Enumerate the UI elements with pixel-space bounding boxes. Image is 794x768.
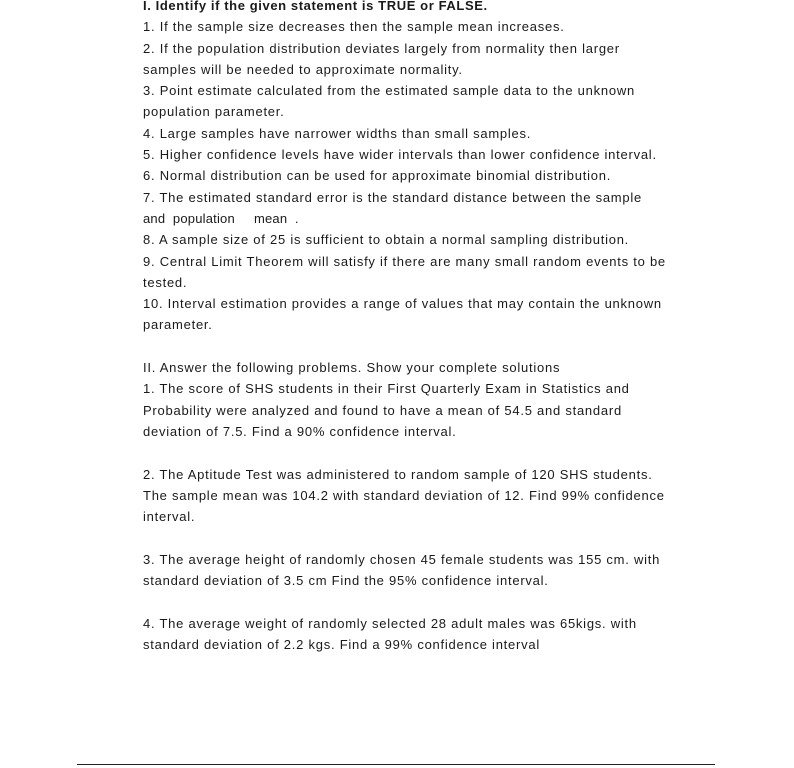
statement-8: 8. A sample size of 25 is sufficient to obtain a normal sampling distribution. [143, 232, 630, 248]
problem-1-line-2: Probability were analyzed and found to have a mean of 54.5 and standard [143, 402, 622, 418]
problem-2-line-1: 2. The Aptitude Test was administered to random sample of 120 SHS students. [143, 466, 653, 482]
problem-3-line-2: standard deviation of 3.5 cm Find the 95% confidence interval. [143, 573, 549, 589]
section-gap [143, 336, 723, 357]
statement-7-line-2: and population mean . [143, 210, 299, 226]
section-1-heading: I. Identify if the given statement is TRUE or FALSE. [143, 0, 488, 13]
statement-10-line-2: parameter. [143, 317, 213, 333]
statement-3-line-1: 3. Point estimate calculated from the estimated sample data to the unknown [143, 83, 635, 99]
problem-3-line-1: 3. The average height of randomly chosen 45 female students was 155 cm. with [143, 551, 661, 567]
footer-divider [77, 764, 715, 765]
statement-2-line-2: samples will be needed to approximate normality. [143, 61, 463, 77]
problem-1-line-1: 1. The score of SHS students in their First Quarterly Exam in Statistics and [143, 381, 630, 397]
statement-1: 1. If the sample size decreases then the sample mean increases. [143, 19, 565, 35]
problem-2-line-2: The sample mean was 104.2 with standard deviation of 12. Find 99% confidence [143, 487, 665, 503]
section-2-heading: II. Answer the following problems. Show your complete solutions [143, 360, 561, 376]
problem-2-line-3: interval. [143, 509, 196, 525]
statement-5: 5. Higher confidence levels have wider intervals than lower confidence interval. [143, 147, 657, 163]
statement-4: 4. Large samples have narrower widths than small samples. [143, 125, 532, 141]
problem-gap [143, 527, 723, 548]
problem-gap [143, 591, 723, 612]
problem-4-line-1: 4. The average weight of randomly selected 28 adult males was 65kigs. with [143, 615, 637, 631]
statement-6: 6. Normal distribution can be used for approximate binomial distribution. [143, 168, 612, 184]
statement-9-line-2: tested. [143, 274, 188, 290]
statement-2-line-1: 2. If the population distribution deviates largely from normality then larger [143, 40, 620, 56]
statement-10-line-1: 10. Interval estimation provides a range of values that may contain the unknown [143, 296, 662, 312]
problem-gap [143, 442, 723, 463]
problem-4-line-2: standard deviation of 2.2 kgs. Find a 99% confidence interval [143, 636, 540, 652]
problem-1-line-3: deviation of 7.5. Find a 90% confidence interval. [143, 423, 457, 439]
statement-7-line-1: 7. The estimated standard error is the standard distance between the sample [143, 189, 642, 205]
statement-3-line-2: population parameter. [143, 104, 285, 120]
document-page [143, 0, 723, 655]
statement-9-line-1: 9. Central Limit Theorem will satisfy if there are many small random events to be [143, 253, 666, 269]
